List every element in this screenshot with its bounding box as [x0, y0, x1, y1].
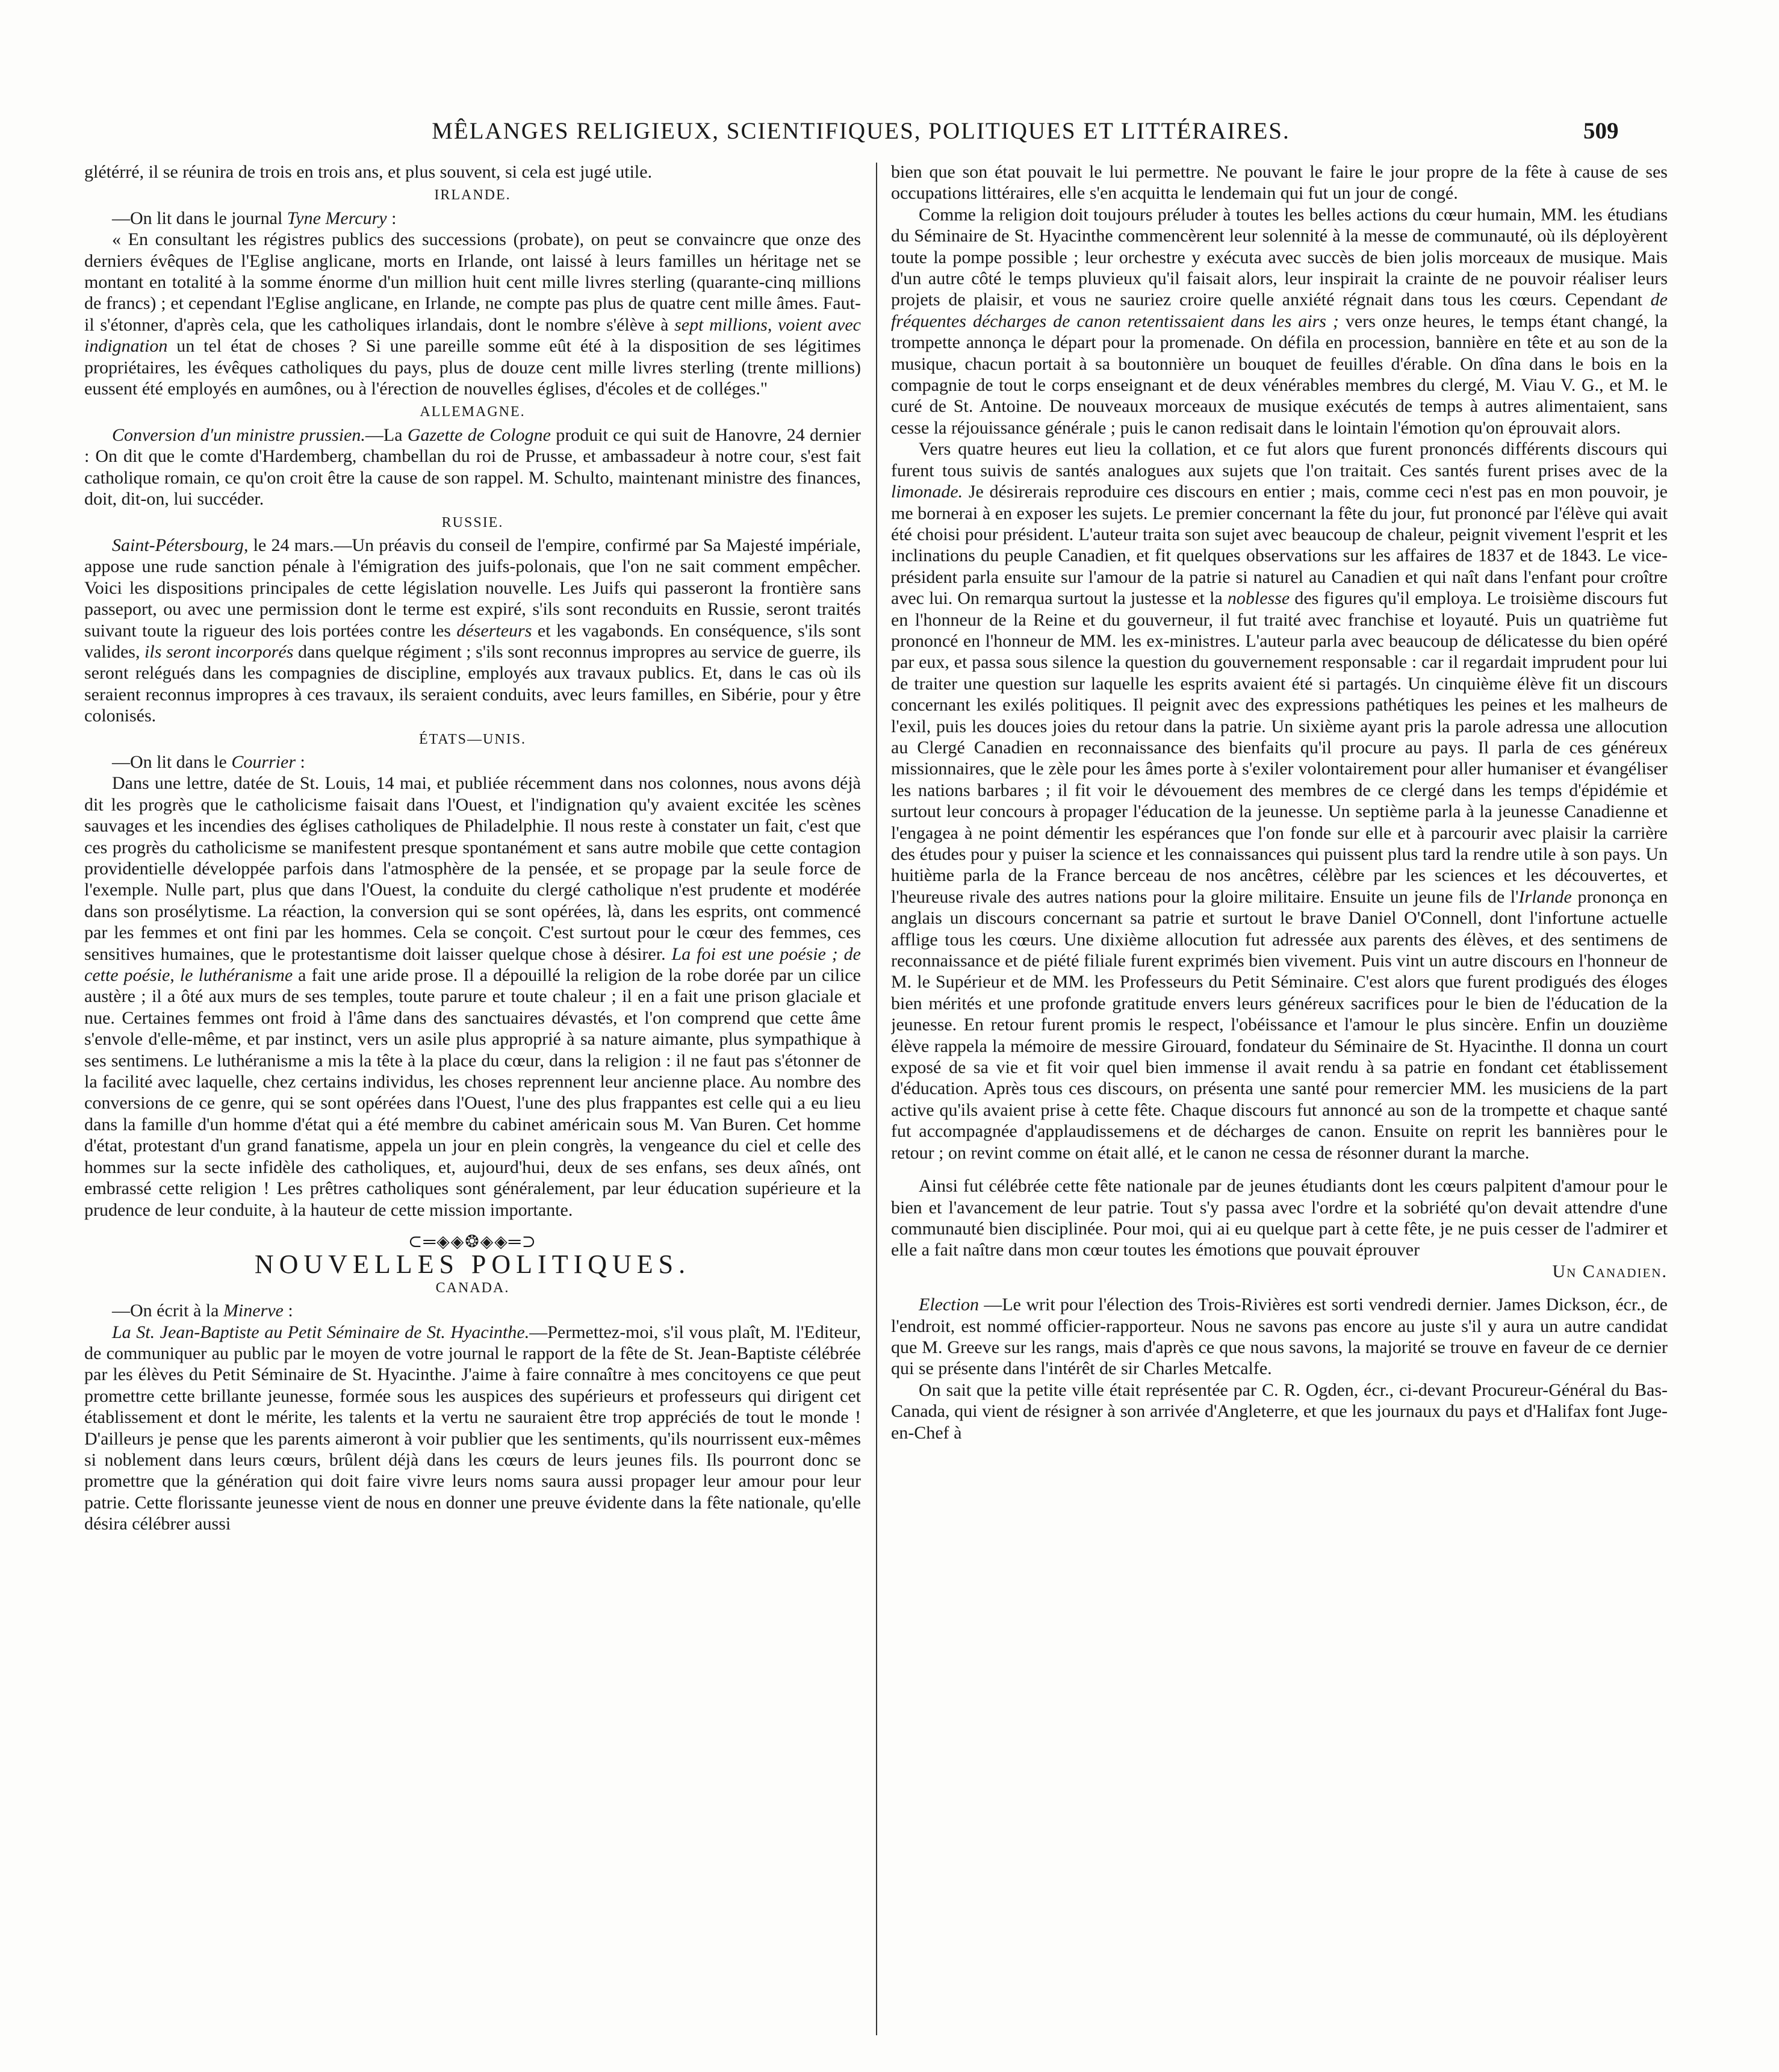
paragraph-discours: Vers quatre heures eut lieu la collation, et ce fut alors que furent prononcés différents discours qui furent tous suivis de santés analogues aux sujets que l'on traitait. Ces santés furent prises avec de la limonade. Je désirerais reproduire ces discours en entier ; mais, comme ceci n'est pas en mon pouvoir, je me bornerai à en exposer les sujets. Le premier concernant la fête du jour, fut prononcé par l'élève qui avait été choisi pour président. L'auteur traita son sujet avec beaucoup de chaleur, peignit vivement l'esprit et les inclinations du peuple Canadien, et fit quelques observations sur les affaires de 1837 et de 1843. Le vice-président parla ensuite sur l'amour de la patrie si naturel au Canadien et qui naît dans l'enfant pour croître avec lui. On remarqua surtout la justesse et la noblesse des figures qu'il employa. Le troisième discours fut en l'honneur de la Reine et du gouverneur, il fut traité avec franchise et loyauté. Puis un quatrième fut prononcé en l'honneur de MM. les ex-ministres. L'auteur parla avec beaucoup de délicatesse du bien opéré par eux, et passa sous silence la question du gouvernement responsable : car il regardait imprudent pour lui de traiter une question sur laquelle les esprits avaient été si partagés. Un cinquième élève fit un discours concernant les exilés politiques. Il peignit avec des expressions pathétiques les peines et les malheurs de l'exil, puis les douces joies du retour dans la patrie. Un sixième ayant pris la parole adressa une allocution au Clergé Canadien en reconnaissance des bienfaits qu'il procure au pays. Il parla de ces généreux missionnaires, que le zèle pour les âmes porte à s'exiler volontairement pour aller humaniser et évangéliser les nations barbares ; il fit voir le dévouement des membres de ce clergé dans les temps d'épidémie et surtout leur concours à propager l'éducation de la jeunesse. Un septième parla à la jeunesse Canadienne et l'engagea à ne point démentir les espérances que l'on fonde sur elle et à parcourir avec plaisir la carrière des études pour y puiser la science et les connaissances qui puissent plus tard la rendre utile à son pays. Un huitième parla de la France berceau de nos ancêtres, célèbre par les sciences et les découvertes, et l'heureuse rivale des autres nations pour la gloire militaire. Ensuite un jeune fils de l'Irlande prononça en anglais un discours concernant sa patrie et surtout le brave Daniel O'Connell, dont l'infortune actuelle afflige tous les cœurs. Une dixième allocution fut adressée aux parents des élèves, et des sentimens de reconnaissance et de piété filiale furent exprimés bien vivement. Puis vint un autre discours en l'honneur de M. le Supérieur et de MM. les Professeurs du Petit Séminaire. C'est alors que furent prodigués des éloges bien mérités et une profonde gratitude envers leurs généreux sacrifices pour le bien de l'éducation de la jeunesse. En retour furent promis le respect, l'obéissance et l'amour le plus sincère. Enfin un douzième élève rappela la mémoire de messire Girouard, fondateur du Séminaire de St. Hyacinthe. Il donna un court exposé de sa vie et fit voir quel bien immense il avait rendu à sa patrie en fondant cet établissement d'éducation. Après tous ces discours, on présenta une santé pour remercier MM. les musiciens de la part active qu'ils avaient prise à cette fête. Chaque discours fut annoncé au son de la trompette et chaque santé fut accompagnée d'applaudissemens et de décharges de canon. Ensuite on reprit les bannières pour le retour ; on revint comme on était allé, et le canon ne cessa de résonner durant la marche.	[891, 439, 1668, 1163]
paragraph-messe: Comme la religion doit toujours préluder à toutes les belles actions du cœur humain, MM. les étudians du Séminaire de St. Hyacinthe commencèrent leur solennité à la messe de communauté, où ils déployèrent toute la pompe possible ; leur orchestre y exécuta avec succès de bien jolis morceaux de musique. Mais d'un autre côté le temps pluvieux qu'il faisait alors, leur inspirait la crainte de ne pouvoir réaliser leurs projets de plaisir, et vous ne sauriez croire quelle anxiété régnait dans tous les cœurs. Cependant de fréquentes décharges de canon retentissaient dans les airs ; vers onze heures, le temps étant changé, la trompette annonça le départ pour la promenade. On défila en procession, bannière en tête et au son de la musique, chacun portait à sa boutonnière un bouquet de feuilles d'érable. On dîna dans le bois en la compagnie de tout le corps enseignant et de deux vénérables membres du clergé, M. Viau V. G., et M. le curé de St. Antoine. De nouveaux morceaux de musique exécutés de temps à autres alimentaient, sans cesse la réjouissance générale ; puis le canon redisait dans le lointain l'émotion qu'on éprouvait alors.	[891, 204, 1668, 438]
paragraph-continued: glétérré, il se réunira de trois en trois ans, et plus souvent, si cela est jugé utile.	[84, 162, 653, 182]
section-heading-canada: CANADA.	[435, 1280, 510, 1296]
section-title-nouvelles-politiques: NOUVELLES POLITIQUES.	[254, 1249, 691, 1280]
newspaper-name: Tyne Mercury	[287, 208, 387, 228]
paragraph-irlande-quote: « En consultant les régistres publics des successions (probate), on peut se convaincre que onze des derniers évêques de l'Eglise anglicane, morts en Irlande, ont laissé à leurs familles un héritage net se montant en totalité à la somme énorme d'un million huit cent mille livres sterling (quarante-cinq millions de francs) ; et cependant l'Eglise anglicane, en Irlande, ne compte pas plus de quatre cent mille âmes. Faut-il s'étonner, d'après cela, que les catholiques irlandais, dont le nombre s'élève à sept millions, voient avec indignation un tel état de choses ? Si une pareille somme eût été à la disposition de ses légitimes propriétaires, les évêques catholiques du pays, plus de douze cent mille livres sterling (trente millions) eussent été employés en aumônes, ou à l'érection de nouvelles églises, d'écoles et de colléges."	[84, 229, 861, 399]
ornament-divider: ⊂═◈◈❂◈◈═⊃	[408, 1232, 538, 1251]
paragraph-continued-right: bien que son état pouvait le lui permettre. Ne pouvant le faire le jour propre de la fête à cause de ses occupations littéraires, elle s'en acquitta le lendemain qui fut un jour de congé.	[891, 162, 1668, 204]
paragraph-ogden: On sait que la petite ville était représentée par C. R. Ogden, écr., ci-devant Procureur-Général du Bas-Canada, qui vient de résigner à son arrivée d'Angleterre, et que les journaux du pays et d'Halifax font Juge-en-Chef à	[891, 1380, 1668, 1443]
running-title: MÊLANGES RELIGIEUX, SCIENTIFIQUES, POLITIQUES ET LITTÉRAIRES.	[432, 118, 1290, 144]
paragraph-etats-unis: Dans une lettre, datée de St. Louis, 14 mai, et publiée récemment dans nos colonnes, nous avons déjà dit les progrès que le catholicisme faisait dans l'Ouest, et l'indignation qu'y avaient excitée les scènes sauvages et les incendies des églises catholiques de Philadelphie. Il nous reste à constater un fait, c'est que ces progrès du catholicisme se manifestent presque spontanément et sans autre mobile que cette contagion providentielle développée parfois dans l'atmosphère de la pensée, et se propage par la seule force de l'exemple. Nulle part, plus que dans l'Ouest, la conduite du clergé catholique n'est prudente et modérée dans son prosélytisme. La réaction, la conversion qui se sont opérées, là, dans les esprits, ont commencé par les femmes et ont fini par les hommes. Cela se conçoit. C'est surtout pour le cœur des femmes, ces sensitives humaines, que le protestantisme doit laisser quelque chose à désirer. La foi est une poésie ; de cette poésie, le luthéranisme a fait une aride prose. Il a dépouillé la religion de la robe dorée par un cilice austère ; il a ôté aux murs de ses temples, toute parure et toute chaleur ; il en a fait une prison glaciale et nue. Certaines femmes ont froid à l'âme dans des sanctuaires dévastés, et l'on comprend que cette âme s'envole d'elle-même, et par instinct, vers un asile plus approprié à sa nature aimante, plus sympathique à ses sentimens. Le luthéranisme a mis la tête à la place du cœur, dans la religion : il ne faut pas s'étonner de la facilité avec laquelle, chez certains individus, les choses reprennent leur ancienne place. Au nombre des conversions de ce genre, qui se sont opérées dans l'Ouest, l'une des plus frappantes est celle qui a eu lieu dans la famille d'un homme d'état qui a été membre du cabinet américain sous M. Van Buren. Cet homme d'état, protestant d'un grand fanatisme, appela un jour en plein congrès, la vengeance du ciel et celle des hommes sur la secte infidèle des catholiques, et, aujourd'hui, deux de ses enfans, ses deux aînés, ont embrassé cette religion ! Les prêtres catholiques sont généralement, par leur éducation supérieure et la prudence de leur conduite, à la hauteur de cette mission importante.	[84, 773, 861, 1220]
right-column	[891, 161, 1668, 2040]
signature: Un Canadien.	[1552, 1261, 1668, 1281]
left-column	[84, 161, 861, 2040]
paragraph-canada-letter: La St. Jean-Baptiste au Petit Séminaire de St. Hyacinthe.—Permettez-moi, s'il vous plaît, M. l'Editeur, de communiquer au public par le moyen de votre journal le rapport de la fête de St. Jean-Baptiste célébrée par les élèves du Petit Séminaire de St. Hyacinthe. J'aime à faire connaître à mes concitoyens ce que peut promettre cette brillante jeunesse, formée sous les auspices des supérieurs et professeurs qui dirigent cet établissement et dont le mérite, les talents et la vertu ne sauraient être trop appréciés de tout le monde ! D'ailleurs je pense que les parents aimeront à voir publier que les sentiments, qu'ils nourrissent eux-mêmes si noblement dans leurs cœurs, brûlent déjà dans les cœurs de leurs jeunes fils. Ils pourront donc se promettre que la génération qui doit faire vivre leurs noms saura aussi propager leur amour pour leur patrie. Cette florissante jeunesse vient de nous en donner une preuve évidente dans la fête nationale, qu'elle désira célébrer aussi	[84, 1322, 861, 1534]
paragraph-allemagne: Conversion d'un ministre prussien.—La Gazette de Cologne produit ce qui suit de Hanovre, 24 dernier : On dit que le comte d'Hardemberg, chambellan du roi de Prusse, et ambassadeur à notre cour, s'est fait catholique romain, ce qu'on croit être la cause de son rappel. M. Schulto, maintenant ministre des finances, doit, dit-on, lui succéder.	[84, 425, 861, 509]
section-heading-etats-unis: ÉTATS—UNIS.	[418, 731, 527, 747]
section-heading-allemagne: ALLEMAGNE.	[420, 404, 526, 420]
paragraph-election: Election —Le writ pour l'élection des Trois-Rivières est sorti vendredi dernier. James Dickson, écr., de l'endroit, est nommé officier-rapporteur. Nous ne savons pas encore au juste s'il y aura un autre candidat que M. Greeve sur les rangs, mais d'après ce que nous savons, la majorité se trouve en faveur de ce dernier qui se présente dans l'intérêt de sir Charles Metcalfe.	[891, 1295, 1668, 1379]
section-heading-russie: RUSSIE.	[441, 514, 504, 530]
paragraph-etats-unis-intro: —On lit dans le Courrier :	[112, 751, 305, 772]
paragraph-conclusion: Ainsi fut célébrée cette fête nationale par de jeunes étudiants dont les cœurs palpitent d'amour pour le bien et l'avancement de leur patrie. Tout s'y passa avec l'ordre et la sobriété qu'on devait attendre d'une communauté bien disciplinée. Pour moi, qui ai eu quelque part à cette fête, je ne puis cesser de l'admirer et elle a fait naître dans mon cœur toutes les émotions que pouvait éprouver	[891, 1176, 1668, 1260]
page-number: 509	[1583, 118, 1619, 144]
paragraph-russie: Saint-Pétersbourg, le 24 mars.—Un préavis du conseil de l'empire, confirmé par Sa Majesté impériale, appose une rude sanction pénale à l'émigration des juifs-polonais, que l'on ne sait comment empêcher. Voici les dispositions principales de cette législation nouvelle. Les Juifs qui passeront la frontière sans passeport, ou avec une permission dont le terme est expiré, s'ils sont reconduits en Russie, seront traités suivant toute la rigueur des lois portées contre les déserteurs et les vagabonds. En conséquence, s'ils sont valides, ils seront incorporés dans quelque régiment ; s'ils sont reconnus impropres au service de guerre, ils seront relégués dans les compagnies de discipline, employés aux travaux publics. Et, dans le cas où ils seraient reconnus impropres à ces travaux, ils seraient conduits, avec leurs familles, en Sibérie, pour y être colonisés.	[84, 535, 861, 726]
column-divider	[876, 163, 877, 2035]
section-heading-irlande: IRLANDE.	[434, 187, 511, 204]
paragraph-irlande-intro: —On lit dans le journal Tyne Mercury :	[112, 208, 397, 228]
paragraph-canada-intro: —On écrit à la Minerve :	[112, 1301, 293, 1321]
